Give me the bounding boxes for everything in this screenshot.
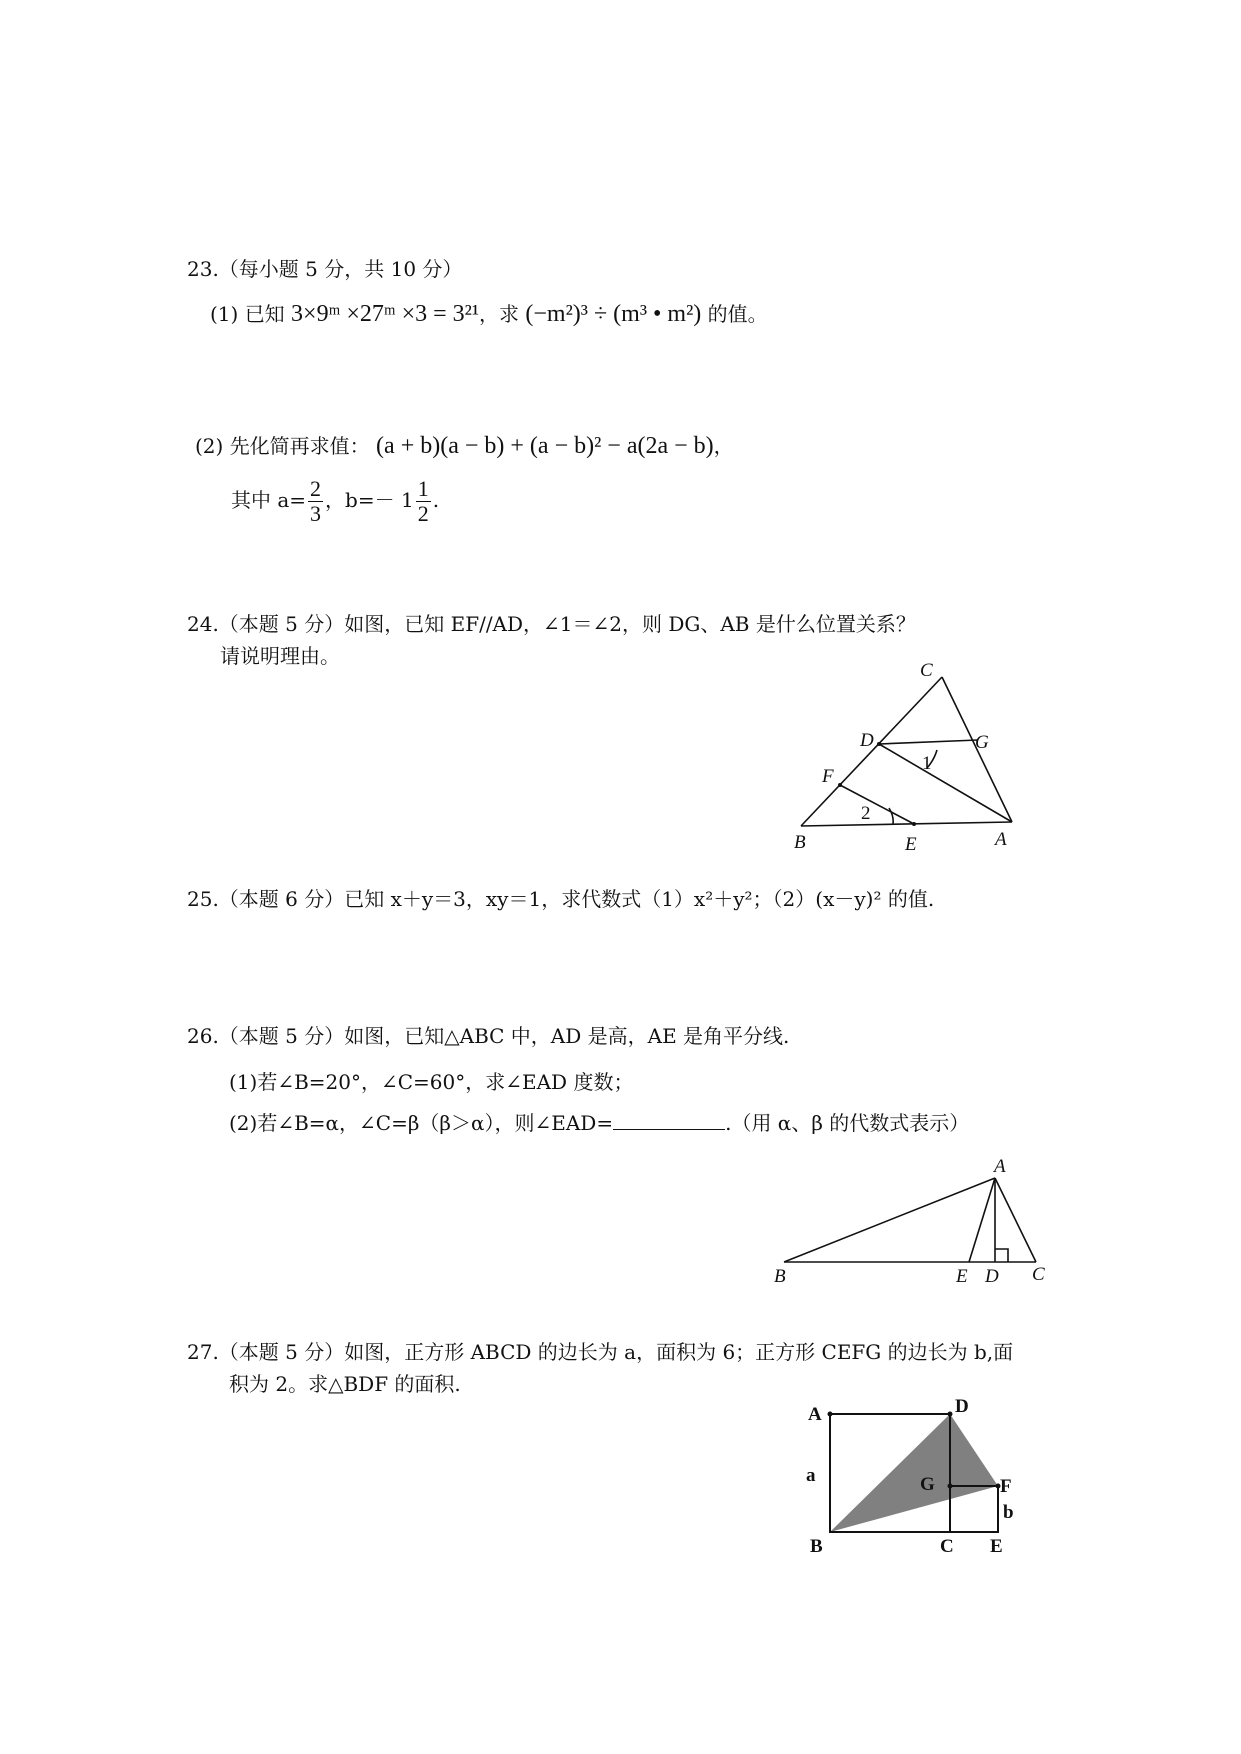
q24-triangle-figure [780,660,1040,860]
q23-part2-end: ， [713,434,734,458]
q27-line2: 积为 2。求△BDF 的面积. [229,1372,461,1396]
q23-part1-prefix: (1) 已知 [210,302,285,326]
angle-2-label: 2 [861,803,871,824]
label-A: A [994,1156,1006,1177]
q23-part1-expr2: (−m²)³ ÷ (m³ • m²) [525,301,702,327]
q26-line3-start: (2)若∠B=α，∠C=β（β＞α），则∠EAD= [229,1111,614,1135]
label-D: D [860,730,874,751]
label-B: B [810,1536,823,1557]
label-E: E [990,1536,1003,1557]
q23-period: . [432,488,440,513]
q27-line1: 27.（本题 5 分）如图，正方形 ABCD 的边长为 a，面积为 6；正方形 CEFG 的边长为 b,面 [187,1340,1014,1364]
fraction-b [416,477,431,526]
fraction-b-denominator: 2 [417,501,429,527]
angle-1-label: 1 [922,753,932,774]
q23-part2-where [231,477,439,526]
q27-squares-figure [800,1390,1030,1580]
q23-part2-prefix: (2) 先化简再求值： [195,434,370,458]
q25-text: 25.（本题 6 分）已知 x＋y＝3，xy＝1，求代数式（1）x²＋y²；（2）(x－y)² 的值. [187,887,935,911]
q23-part2 [195,430,734,460]
q23-part1-suffix: 的值。 [707,302,768,326]
label-A: A [995,829,1007,850]
label-B: B [774,1266,786,1287]
label-D: D [985,1266,999,1287]
q26-triangle-figure [760,1150,1060,1290]
label-E: E [956,1266,968,1287]
label-F: F [1000,1476,1012,1497]
label-C: C [920,660,933,681]
label-F: F [822,766,834,787]
q26-line3 [229,1107,969,1136]
q26-line2: (1)若∠B=20°，∠C=60°，求∠EAD 度数； [229,1070,634,1094]
fraction-b-numerator: 1 [417,476,429,501]
fraction-a-denominator: 3 [310,501,322,527]
answer-blank [613,1109,725,1130]
q23-header: 23.（每小题 5 分，共 10 分） [187,257,463,281]
fraction-a [308,477,323,526]
label-A: A [808,1404,822,1425]
label-G: G [920,1474,935,1495]
q26-line3-end: .（用 α、β 的代数式表示） [725,1111,970,1135]
label-D: D [955,1396,969,1417]
q23-part2-expr: (a + b)(a − b) + (a − b)² − a(2a − b) [376,433,714,459]
label-G: G [975,732,989,753]
triangle-bdf-shaded [830,1414,998,1532]
q23-part1-mid: ，求 [479,302,520,326]
label-a: a [806,1465,816,1486]
label-C: C [1032,1264,1045,1285]
fraction-a-numerator: 2 [310,476,322,501]
label-B: B [794,832,806,853]
q23-part1-expr1: 3×9ᵐ ×27ᵐ ×3 = 3²¹ [291,301,480,327]
label-E: E [905,834,917,855]
q23-b-label: ，b=－ 1 [325,488,414,513]
q23-part1 [210,298,768,328]
q24-line2: 请说明理由。 [220,644,340,668]
q26-line1: 26.（本题 5 分）如图，已知△ABC 中，AD 是高，AE 是角平分线. [187,1024,790,1048]
q24-line1: 24.（本题 5 分）如图，已知 EF//AD，∠1＝∠2，则 DG、AB 是什么位置关系？ [187,612,916,636]
label-C: C [940,1536,954,1557]
q23-where-label: 其中 a= [231,488,307,513]
label-b: b [1003,1502,1014,1523]
